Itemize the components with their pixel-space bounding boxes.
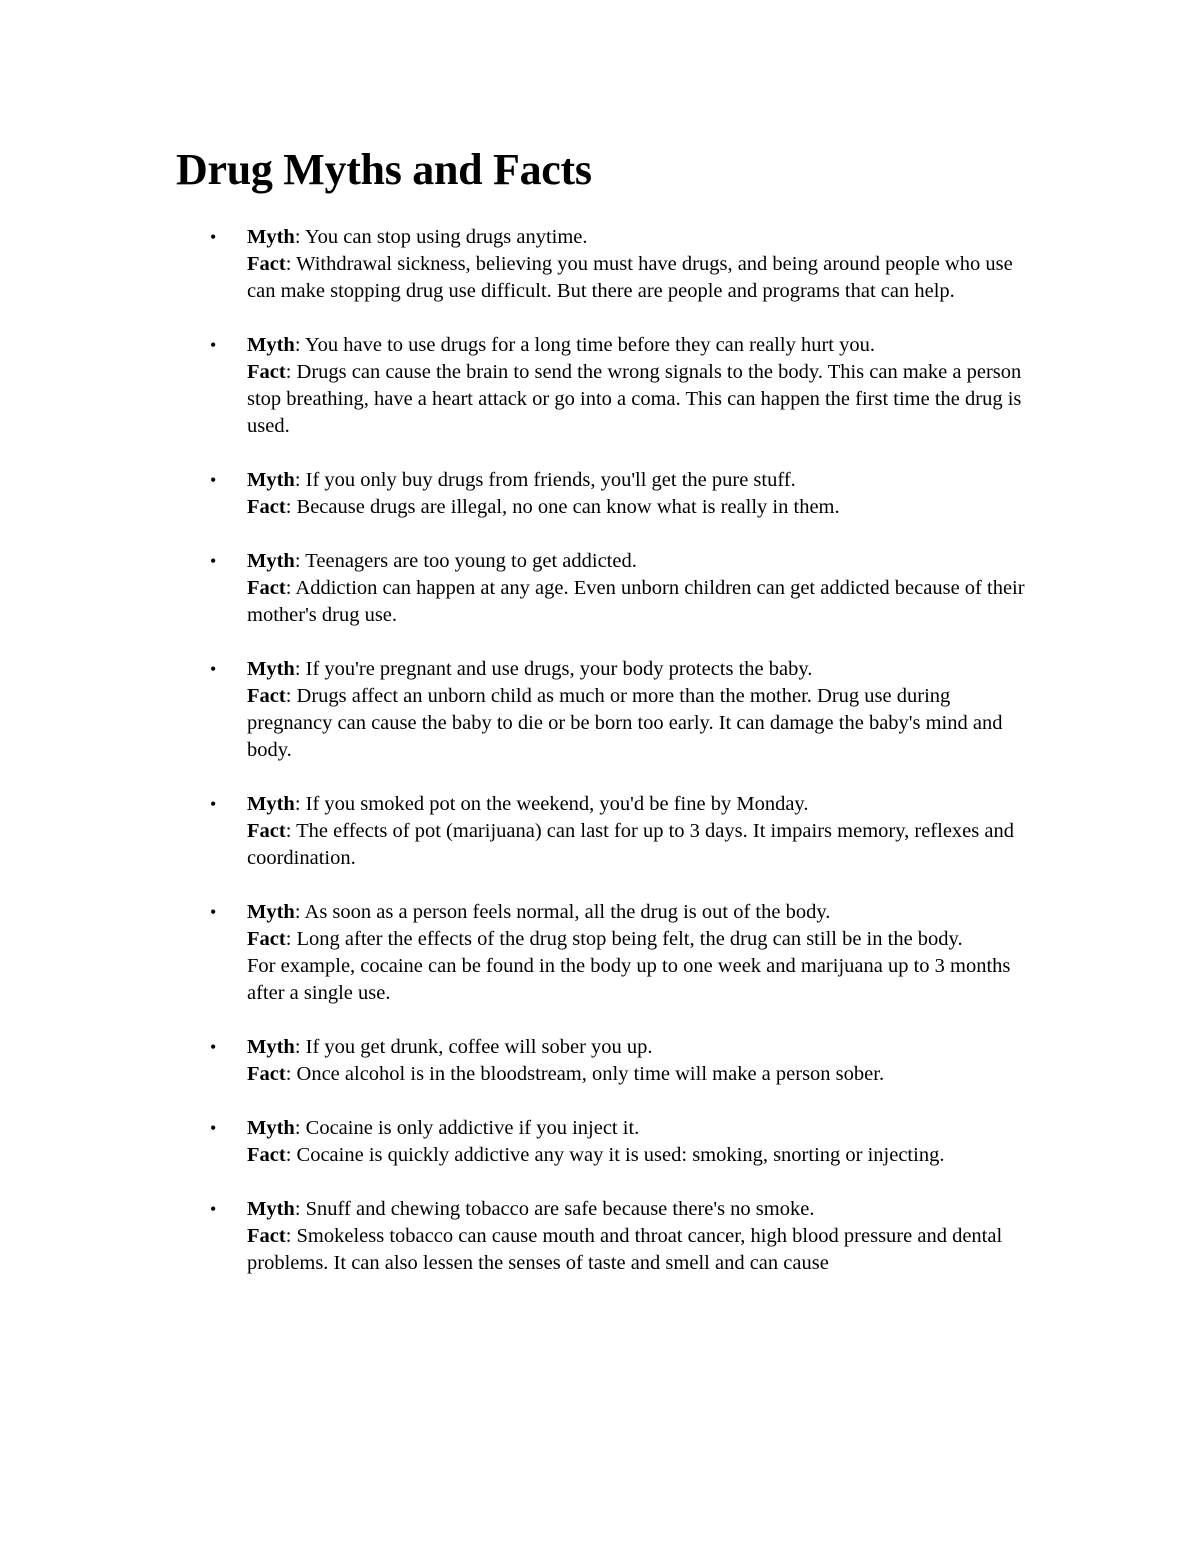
fact-line: Fact: The effects of pot (marijuana) can last for up to 3 days. It impairs memory, reflexes and coordination. [247,820,1014,869]
fact-label: Fact [247,361,286,383]
fact-label: Fact [247,685,286,707]
myth-label: Myth [247,469,295,491]
myth-line: Myth: Cocaine is only addictive if you inject it. [247,1117,640,1139]
myth-line: Myth: Snuff and chewing tobacco are safe because there's no smoke. [247,1198,815,1220]
list-item [0,791,1037,872]
fact-label: Fact [247,820,286,842]
myth-label: Myth [247,226,295,248]
myth-line: Myth: If you smoked pot on the weekend, you'd be fine by Monday. [247,793,809,815]
fact-text: Long after the effects of the drug stop being felt, the drug can still be in the body. [291,928,963,950]
myth-label: Myth [247,1036,295,1058]
fact-label: Fact [247,253,286,275]
list-item [0,1034,1037,1088]
fact-label: Fact [247,1225,286,1247]
list-item [0,656,1037,764]
fact-text: Because drugs are illegal, no one can know what is really in them. [291,496,840,518]
bullet-icon: • [210,551,217,571]
bullet-icon: • [210,659,217,679]
bullet-icon: • [210,335,217,355]
bullet-icon: • [210,1118,217,1138]
myth-label: Myth [247,793,295,815]
fact-text: Cocaine is quickly addictive any way it is used: smoking, snorting or injecting. [291,1144,945,1166]
page-title: Drug Myths and Facts [176,145,592,194]
myth-text: If you smoked pot on the weekend, you'd be fine by Monday. [300,793,809,815]
list-item [0,224,1037,305]
fact-label: Fact [247,1063,286,1085]
myth-text: If you get drunk, coffee will sober you up. [300,1036,653,1058]
myth-label: Myth [247,901,295,923]
myth-line: Myth: As soon as a person feels normal, all the drug is out of the body. [247,901,831,923]
myth-text: You have to use drugs for a long time before they can really hurt you. [300,334,875,356]
myth-line: Myth: You can stop using drugs anytime. [247,226,588,248]
bullet-icon: • [210,470,217,490]
myth-line: Myth: You have to use drugs for a long time before they can really hurt you. [247,334,875,356]
list-item [0,548,1037,629]
fact-text: Drugs affect an unborn child as much or more than the mother. Drug use during pregnancy can cause the baby to die or be born too early. It can damage the baby's mind and body. [247,685,1003,761]
fact-line: Fact: Once alcohol is in the bloodstream, only time will make a person sober. [247,1063,885,1085]
list-item [0,1115,1037,1169]
list-item [0,467,1037,521]
fact-text: Withdrawal sickness, believing you must have drugs, and being around people who use can make stopping drug use difficult. But there are people and programs that can help. [247,253,1013,302]
bullet-icon: • [210,1037,217,1057]
bullet-icon: • [210,902,217,922]
fact-line: Fact: Smokeless tobacco can cause mouth and throat cancer, high blood pressure and dental problems. It can also lessen the senses of taste and smell and can cause [247,1225,1003,1274]
fact-label: Fact [247,577,286,599]
myth-line: Myth: If you're pregnant and use drugs, your body protects the baby. [247,658,813,680]
bullet-icon: • [210,1199,217,1219]
myth-text: Cocaine is only addictive if you inject it. [300,1117,640,1139]
myth-text: If you're pregnant and use drugs, your body protects the baby. [300,658,813,680]
myth-text: Snuff and chewing tobacco are safe because there's no smoke. [300,1198,815,1220]
myth-text: Teenagers are too young to get addicted. [300,550,637,572]
fact-text: The effects of pot (marijuana) can last for up to 3 days. It impairs memory, reflexes and coordination. [247,820,1014,869]
myth-text: You can stop using drugs anytime. [300,226,588,248]
bullet-icon: • [210,794,217,814]
myth-label: Myth [247,658,295,680]
myth-text: If you only buy drugs from friends, you'll get the pure stuff. [300,469,796,491]
fact-label: Fact [247,496,286,518]
list-item [0,1196,1037,1277]
fact-line: Fact: Drugs can cause the brain to send the wrong signals to the body. This can make a person stop breathing, have a heart attack or go into a coma. This can happen the first time the drug is used. [247,361,1022,437]
myth-line: Myth: Teenagers are too young to get addicted. [247,550,637,572]
fact-text: Drugs can cause the brain to send the wrong signals to the body. This can make a person stop breathing, have a heart attack or go into a coma. This can happen the first time the drug is used. [247,361,1022,437]
myth-fact-list [0,224,1200,1304]
fact-line: Fact: Cocaine is quickly addictive any way it is used: smoking, snorting or injecting. [247,1144,945,1166]
bullet-icon: • [210,227,217,247]
list-item [0,899,1037,1007]
fact-label: Fact [247,1144,286,1166]
fact-example: For example, cocaine can be found in the body up to one week and marijuana up to 3 months after a single use. [247,955,1011,1004]
fact-label: Fact [247,928,286,950]
myth-line: Myth: If you get drunk, coffee will sober you up. [247,1036,653,1058]
fact-line: Fact: Withdrawal sickness, believing you must have drugs, and being around people who use can make stopping drug use difficult. But there are people and programs that can help. [247,253,1013,302]
myth-text: As soon as a person feels normal, all the drug is out of the body. [300,901,831,923]
myth-label: Myth [247,550,295,572]
list-item [0,332,1037,440]
myth-label: Myth [247,334,295,356]
fact-line: Fact: Long after the effects of the drug stop being felt, the drug can still be in the body. [247,928,963,950]
myth-label: Myth [247,1117,295,1139]
fact-text: Smokeless tobacco can cause mouth and throat cancer, high blood pressure and dental problems. It can also lessen the senses of taste and smell and can cause [247,1225,1003,1274]
fact-text: Addiction can happen at any age. Even unborn children can get addicted because of their mother's drug use. [247,577,1025,626]
fact-line: Fact: Drugs affect an unborn child as much or more than the mother. Drug use during pregnancy can cause the baby to die or be born too early. It can damage the baby's mind and body. [247,685,1003,761]
myth-label: Myth [247,1198,295,1220]
fact-line: Fact: Addiction can happen at any age. Even unborn children can get addicted because of their mother's drug use. [247,577,1025,626]
fact-line: Fact: Because drugs are illegal, no one can know what is really in them. [247,496,840,518]
fact-text: Once alcohol is in the bloodstream, only time will make a person sober. [291,1063,885,1085]
myth-line: Myth: If you only buy drugs from friends, you'll get the pure stuff. [247,469,796,491]
